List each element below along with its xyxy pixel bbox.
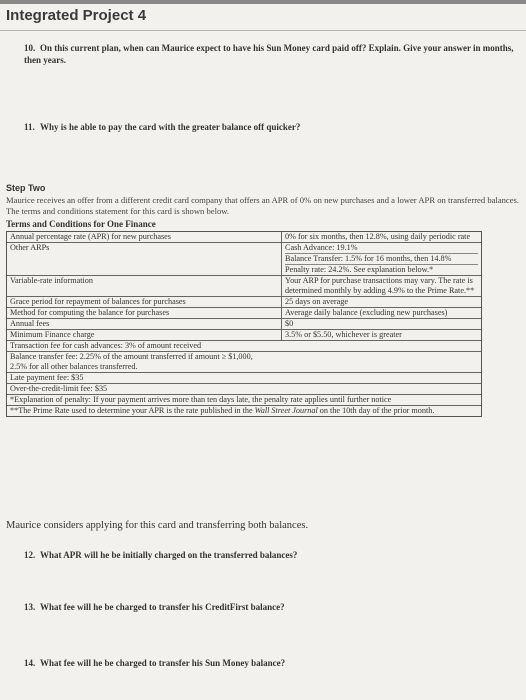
question-text: What fee will he be charged to transfer his Sun Money balance? [40, 658, 286, 668]
question-12 [24, 549, 514, 561]
header-divider [0, 30, 526, 31]
question-11 [24, 121, 514, 133]
table-row [7, 330, 481, 341]
question-text: On this current plan, when can Maurice expect to have his Sun Money card paid off? Explain. Give your answer in months, then years. [24, 43, 514, 65]
balance-transfer-fee-line: 2.5% for all other balances transferred. [10, 362, 138, 371]
cash-advance-fee: Transaction fee for cash advances: 3% of amount received [7, 341, 481, 352]
row-label: Grace period for repayment of balances for purchases [7, 297, 282, 307]
row-value [282, 232, 481, 242]
row-value [282, 276, 481, 296]
question-text: What APR will he be initially charged on the transferred balances? [40, 550, 298, 560]
value-line: Penalty rate: 24.2%. See explanation below.* [285, 265, 434, 274]
value-line: Average daily balance (excluding new purchases) [285, 308, 448, 317]
row-label: Annual fees [7, 319, 282, 329]
prime-note-journal: Wall Street Journal [254, 406, 318, 415]
prime-note-text-end: on the 10th day of the prior month. [317, 406, 435, 415]
row-label: Minimum Finance charge [7, 330, 282, 340]
row-label: Annual percentage rate (APR) for new purchases [7, 232, 282, 242]
question-10 [24, 42, 514, 66]
page-title: Integrated Project 4 [6, 7, 147, 24]
question-text: What fee will he be charged to transfer his CreditFirst balance? [40, 602, 285, 612]
question-number: 13. [24, 602, 36, 612]
value-line: Balance Transfer: 1.5% for 16 months, then 14.8% [285, 254, 478, 265]
row-value [282, 243, 481, 275]
row-label: Method for computing the balance for purchases [7, 308, 282, 318]
value-line: 25 days on average [285, 297, 348, 306]
balance-transfer-fee [7, 352, 481, 373]
value-line: 3.5% or $5.50, whichever is greater [285, 330, 402, 339]
top-border [0, 0, 526, 4]
table-row [7, 308, 481, 319]
question-14 [24, 657, 514, 669]
question-number: 11. [24, 122, 35, 132]
balance-transfer-fee-line: Balance transfer fee: 2.25% of the amount transferred if amount ≥ $1,000, [10, 352, 253, 361]
considers-text: Maurice considers applying for this card and transferring both balances. [6, 520, 309, 531]
table-row [7, 243, 481, 276]
row-value [282, 308, 481, 318]
penalty-explanation: *Explanation of penalty: If your payment arrives more than ten days late, the penalty rate applies until further notice [7, 395, 481, 406]
prime-note-text: **The Prime Rate used to determine your APR is the rate published in the [10, 406, 255, 415]
row-value [282, 297, 481, 307]
question-13 [24, 601, 514, 613]
step-two-intro: Maurice receives an offer from a different credit card company that offers an APR of 0% on new purchases and a lower APR on transferred balances. The terms and conditions statement for this card is shown below. [6, 195, 520, 216]
question-number: 14. [24, 658, 36, 668]
value-line: $0 [285, 319, 294, 328]
row-label: Variable-rate information [7, 276, 282, 296]
value-line: Your ARP for purchase transactions may vary. The rate is determined monthly by adding 4.9% to the Prime Rate.** [285, 276, 475, 295]
step-two-title: Step Two [6, 183, 46, 193]
value-line: Cash Advance: 19.1% [285, 243, 478, 254]
table-row [7, 297, 481, 308]
row-value [282, 319, 481, 329]
over-limit-fee: Over-the-credit-limit fee: $35 [7, 384, 481, 395]
value-line: 0% for six months, then 12.8%, using daily periodic rate [285, 232, 471, 241]
table-row [7, 276, 481, 297]
row-label: Other ARPs [7, 243, 282, 275]
terms-table [6, 231, 482, 417]
question-text: Why is he able to pay the card with the greater balance off quicker? [40, 122, 301, 132]
late-payment-fee: Late payment fee: $35 [7, 373, 481, 384]
table-row [7, 319, 481, 330]
table-row [7, 232, 481, 243]
row-value [282, 330, 481, 340]
question-number: 12. [24, 550, 36, 560]
prime-rate-note [7, 406, 481, 416]
terms-title: Terms and Conditions for One Finance [6, 219, 156, 229]
question-number: 10. [24, 43, 36, 53]
